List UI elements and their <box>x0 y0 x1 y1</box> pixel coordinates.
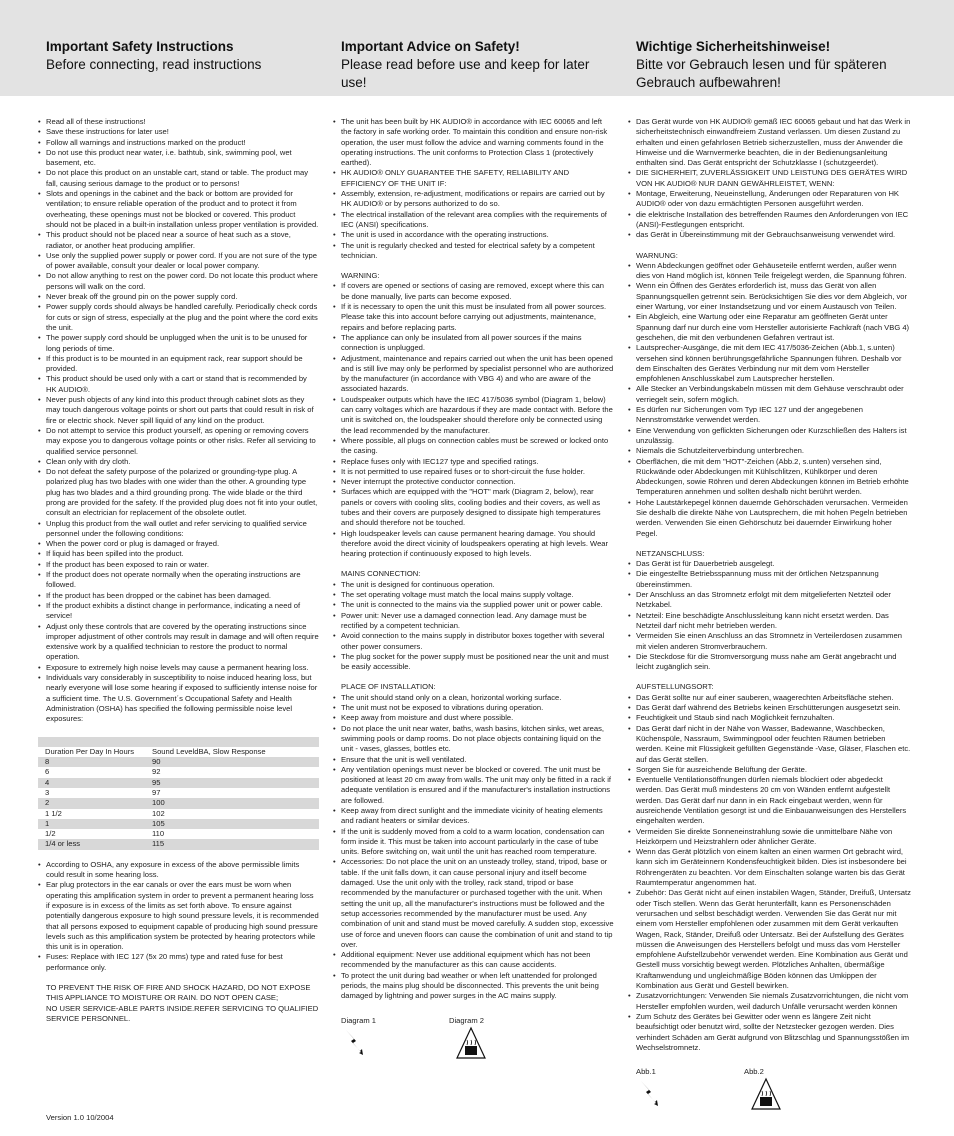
list-item: • Do not use this product near water, i.e. bathtub, sink, swimming pool, wet basement, etc. <box>38 148 319 169</box>
table-row <box>38 788 319 798</box>
header-subtitle: Bitte vor Gebrauch lesen und für späteren Gebrauch aufbewahren! <box>636 57 887 90</box>
table-cell: 115 <box>145 839 319 849</box>
list-item: • Das Gerät ist für Dauerbetrieb ausgelegt. <box>628 559 911 569</box>
header-col1 <box>46 38 316 74</box>
list-item: • The set operating voltage must match the local mains supply voltage. <box>333 590 614 600</box>
list-item: • Fuses: Replace with IEC 127 (5x 20 mms) type and rated fuse for best performance only. <box>38 952 319 973</box>
list-item: • das Gerät in Übereinstimmung mit der Gebrauchsanweisung verwendet wird. <box>628 230 911 240</box>
list-item: • Ensure that the unit is well ventilated. <box>333 755 614 765</box>
list-item: • The unit is designed for continuous operation. <box>333 580 614 590</box>
list-item: • Read all of these instructions! <box>38 117 319 127</box>
table-cell: 1/4 or less <box>38 839 145 849</box>
list-item: • Individuals vary considerably in susceptibility to noise induced hearing loss, but nearly everyone will lose some hearing if exposed to sufficiently intense noise for a sufficient time. The U.S. Government´s Occupational Safety and Health Administration (OSHA) has specified the following permissible noise level exposures: <box>38 673 319 724</box>
list-item: • Eine Verwendung von geflickten Sicherungen oder Kurzschließen des Halters ist unzulässig. <box>628 426 911 447</box>
table-cell: 2 <box>38 798 145 808</box>
header-col3 <box>636 38 926 92</box>
list-item: • This product should be used only with a cart or stand that is recommended by HK AUDIO®. <box>38 374 319 395</box>
column-english-advice <box>333 117 614 1066</box>
list-item: • Exposure to extremely high noise levels may cause a permanent hearing loss. <box>38 663 319 673</box>
list-item: • It is not permitted to use repaired fuses or to short-circuit the fuse holder. <box>333 467 614 477</box>
table-cell: 3 <box>45 788 50 797</box>
hot-surface-icon <box>455 1026 487 1062</box>
list-item: • Power supply cords should always be handled carefully. Periodically check cords for cuts or sign of stress, especially at the plug and the point where the cord exits the unit. <box>38 302 319 333</box>
list-item: • The unit is connected to the mains via the supplied power unit or power cable. <box>333 600 614 610</box>
table-cell: 92 <box>152 767 161 777</box>
list-item: • Do not place the unit near water, baths, wash basins, kitchen sinks, wet areas, swimming pools or damp rooms. Do not place objects containing liquid on the unit - vases, glasses, bottles etc. <box>333 724 614 755</box>
list-item: • According to OSHA, any exposure in excess of the above permissible limits could result in some hearing loss. <box>38 860 319 881</box>
list-item: • Alle Stecker an Verbindungskabeln müssen mit dem Gehäuse verschraubt oder verriegelt sein, sofern möglich. <box>628 384 911 405</box>
header-title: Important Safety Instructions <box>46 39 234 54</box>
table-cell: 4 <box>38 778 145 788</box>
list-item: • The unit must not be exposed to vibrations during operation. <box>333 703 614 713</box>
list-item: • The power supply cord should be unplugged when the unit is to be unused for long periods of time. <box>38 333 319 354</box>
list-item: • Power unit: Never use a damaged connection lead. Any damage must be rectified by a competent technician. <box>333 611 614 632</box>
table-cell: 1/2 <box>45 829 56 839</box>
lightning-bolt-icon <box>343 1026 365 1056</box>
list-item: • To protect the unit during bad weather or when left unattended for prolonged periods, the mains plug should be disconnected. This prevents the unit being damaged by lightning and power surges in the AC mains supply. <box>333 971 614 1002</box>
table-header-row <box>38 747 319 757</box>
warning-caps-line: SERVICE PERSONNEL. <box>46 1013 131 1023</box>
list-item: • If the product has been exposed to rain or water. <box>38 560 319 570</box>
list-item: • Slots and openings in the cabinet and the back or bottom are provided for ventilation; to ensure reliable operation of the product and to protect it from overheating, these openings must not be blocked or covered. This product should not be placed in a built-in installation unless proper ventilation is provided. <box>38 189 319 230</box>
list-item: • Do not place this product on an unstable cart, stand or table. The product may fall, causing serious damage to the product or to persons! <box>38 168 319 189</box>
diagram-labels <box>628 1067 911 1077</box>
list-item: • Replace fuses only with IEC127 type and specified ratings. <box>333 457 614 467</box>
section-heading: PLACE OF INSTALLATION: <box>341 682 436 692</box>
instruction-list <box>38 860 319 973</box>
list-item: • Die eingestellte Betriebsspannung muss mit der örtlichen Netzspannung übereinstimmen. <box>628 569 911 590</box>
section-heading: AUFSTELLUNGSORT: <box>636 682 714 692</box>
list-item: • Netzteil: Eine beschädigte Anschlussleitung kann nicht ersetzt werden. Das Netzteil darf nicht mehr betrieben werden. <box>628 611 911 632</box>
list-item: • Unplug this product from the wall outlet and refer servicing to qualified service personnel under the following conditions: <box>38 519 319 540</box>
list-item: • Niemals die Schutzleiterverbindung unterbrechen. <box>628 446 911 456</box>
installation-list <box>628 693 911 1053</box>
section-heading: WARNUNG: <box>636 250 678 260</box>
header-title: Important Advice on Safety! <box>341 39 520 54</box>
table-cell: 8 <box>38 757 145 767</box>
header-subtitle: Please read before use and keep for later use! <box>341 57 590 90</box>
table-row <box>38 757 319 767</box>
list-item: • Wenn Abdeckungen geöffnet oder Gehäuseteile entfernt werden, außer wenn dies von Hand möglich ist, können Teile freigelegt werden, die Spannung führen. <box>628 261 911 282</box>
list-item: • If the unit is suddenly moved from a cold to a warm location, condensation can form inside it. This must be taken into account particularly in the case of tube units. Before switching on, wait until the unit has reached room temperature. <box>333 827 614 858</box>
lightning-bolt-icon <box>638 1077 660 1107</box>
list-item: • Vermeiden Sie einen Anschluss an das Stromnetz in Verteilerdosen zusammen mit vielen anderen Stromverbrauchern. <box>628 631 911 652</box>
table-cell: 100 <box>145 798 319 808</box>
list-item: • Wenn das Gerät plötzlich von einem kalten an einen warmen Ort gebracht wird, kann sich im Geräteinnern Kondensfeuchtigkeit bilden. Dies ist insbesondere bei Röhrengeräten zu beachten. Vor dem Einschalten solange warten bis das Gerät Raumtemperatur angenommen hat. <box>628 847 911 888</box>
list-item: • HK AUDIO® ONLY GUARANTEE THE SAFETY, RELIABILITY AND EFFICIENCY OF THE UNIT IF: <box>333 168 614 189</box>
column-english-instructions <box>38 117 319 1024</box>
list-item: • If the product has been dropped or the cabinet has been damaged. <box>38 591 319 601</box>
table-row <box>38 839 319 849</box>
table-row <box>38 767 319 777</box>
list-item: • Additional equipment: Never use additional equipment which has not been recommended by the manufacturer as this can cause accidents. <box>333 950 614 971</box>
list-item: • Where possible, all plugs on connection cables must be screwed or locked onto the casing. <box>333 436 614 457</box>
list-item: • If this product is to be mounted in an equipment rack, rear support should be provided. <box>38 354 319 375</box>
warning-caps-block <box>38 983 319 1024</box>
list-item: • When the power cord or plug is damaged or frayed. <box>38 539 319 549</box>
instruction-list <box>38 117 319 725</box>
list-item: • The electrical installation of the relevant area complies with the requirements of IEC (ANSI) specifications. <box>333 210 614 231</box>
list-item: • Das Gerät darf während des Betriebs keinen Erschütterungen ausgesetzt sein. <box>628 703 911 713</box>
version-label: Version 1.0 10/2004 <box>46 1113 114 1122</box>
list-item: • Use only the supplied power supply or power cord. If you are not sure of the type of power available, consult your dealer or local power company. <box>38 251 319 272</box>
diagram-labels <box>333 1016 614 1026</box>
mains-list <box>628 559 911 672</box>
column-german-advice <box>628 117 911 1117</box>
section-heading: NETZANSCHLUSS: <box>636 548 705 558</box>
list-item: • If covers are opened or sections of casing are removed, except where this can be done manually, live parts can become exposed. <box>333 281 614 302</box>
list-item: • Clean only with dry cloth. <box>38 457 319 467</box>
list-item: • Do not allow anything to rest on the power cord. Do not locate this product where persons will walk on the cord. <box>38 271 319 292</box>
list-item: • Das Gerät wurde von HK AUDIO® gemäß IEC 60065 gebaut und hat das Werk in sicherheitstechnisch einwandfreiem Zustand verlassen. Um diesen Zustand zu erhalten und einen gefahrlosen Betrieb sicherzustellen, muss der Anwender die Hinweise und die Warnvermerke beachten, die in der Bedienungsanleitung enthalten sind. Das Gerät entspricht der Schutzklasse I (schutzgeerdet). <box>628 117 911 168</box>
list-item: • Es dürfen nur Sicherungen vom Typ IEC 127 und der angegebenen Nennstromstärke verwendet werden. <box>628 405 911 426</box>
list-item: • Keep away from moisture and dust where possible. <box>333 713 614 723</box>
diagram-icons <box>628 1077 911 1117</box>
list-item: • Wenn ein Öffnen des Gerätes erforderlich ist, muss das Gerät von allen Spannungsquellen getrennt sein. Berücksichtigen Sie dies vor dem Abgleich, vor einer Wartung, vor einer Instandsetzung und vor einem Austausch von Teilen. <box>628 281 911 312</box>
list-item: • Never break off the ground pin on the power supply cord. <box>38 292 319 302</box>
list-item: • Vermeiden Sie direkte Sonneneinstrahlung sowie die unmittelbare Nähe von Heizkörpern und Heizstrahlern oder ähnlicher Geräte. <box>628 827 911 848</box>
warning-caps-line: TO PREVENT THE RISK OF FIRE AND SHOCK HAZARD, DO NOT EXPOSE <box>46 983 311 993</box>
diagram-2-label: Diagram 2 <box>449 1015 485 1025</box>
header-col2 <box>341 38 611 92</box>
table-header-cell: Sound LeveldBA, Slow Response <box>152 746 266 756</box>
list-item: • Oberflächen, die mit dem "HOT"-Zeichen (Abb.2, s.unten) versehen sind, Rückwände oder Abdeckungen mit Kühlschlitzen, Kühlkörper und deren Abdeckungen, sowie Röhren und deren Abdeckungen können im Betrieb erhöhte Temperaturen annehmen und sollten deshalb nicht berührt werden. <box>628 457 911 498</box>
installation-list <box>333 693 614 1002</box>
list-item: • If the product does not operate normally when the operating instructions are followed. <box>38 570 319 591</box>
table-cell: 1 1/2 <box>45 808 62 818</box>
table-cell: 105 <box>145 819 319 829</box>
mains-list <box>333 580 614 673</box>
list-item: • If it is necessary to open the unit this must be insulated from all power sources. Please take this into account before carrying out adjustments, maintenance, repairs and before replacing parts. <box>333 302 614 333</box>
list-item: • Lautsprecher-Ausgänge, die mit dem IEC 417/5036-Zeichen (Abb.1, s.unten) versehen sind können berührungsgefährliche Spannungen führen. Deshalb vor dem Einschalten des Gerätes Verbindung nur mit dem vom Hersteller empfohlenen Anschlusskabel zum Lautsprecher herstellen. <box>628 343 911 384</box>
list-item: • Never push objects of any kind into this product through cabinet slots as they may touch dangerous voltage points or short out parts that could result in risk of fire or electric shock. Never spill liquid of any kind on the product. <box>38 395 319 426</box>
list-item: • DIE SICHERHEIT, ZUVERLÄSSIGKEIT UND LEISTUNG DES GERÄTES WIRD VON HK AUDIO® NUR DANN GEWÄHRLEISTET, WENN: <box>628 168 911 189</box>
list-item: • Ear plug protectors in the ear canals or over the ears must be worn when operating this amplification system in order to prevent a permanent hearing loss if exposure is in excess of the limits as set forth above. To ensure against potentially dangerous exposure to high sound pressure levels, it is recommended that all persons exposed to equipment capable of producing high sound pressure levels such as this amplification system be protected by hearing protectors while this unit is in operation. <box>38 880 319 952</box>
table-cell: 6 <box>45 767 50 777</box>
list-item: • Avoid connection to the mains supply in distributor boxes together with several other power consumers. <box>333 631 614 652</box>
list-item: • Surfaces which are equipped with the "HOT" mark (Diagram 2, below), rear panels or covers with cooling slits, cooling bodies and their covers, as well as tubes and their covers are purposely designed to dissipate high temperatures and should therefore not be touched. <box>333 487 614 528</box>
list-item: • Adjust only these controls that are covered by the operating instructions since improper adjustment of other controls may result in damage and will often require extensive work by a qualified technician to restore the product to normal operation. <box>38 622 319 663</box>
list-item: • The unit should stand only on a clean, horizontal working surface. <box>333 693 614 703</box>
list-item: • Montage, Erweiterung, Neueinstellung, Änderungen oder Reparaturen von HK AUDIO® oder von dazu ermächtigten Personen ausgeführt werden. <box>628 189 911 210</box>
table-row <box>38 829 319 839</box>
list-item: • Hohe Lautstärkepegel können dauernde Gehörschäden verursachen. Vermeiden Sie deshalb die direkte Nähe von Lautsprechern, die mit hohen Pegeln betrieben werden. Verwenden Sie einen Gehörschutz bei dauernder Einwirkung hoher Pegel. <box>628 498 911 539</box>
table-cell: 110 <box>152 829 165 839</box>
table-row <box>38 778 319 788</box>
list-item: • Ein Abgleich, eine Wartung oder eine Reparatur am geöffneten Gerät unter Spannung darf nur durch eine vom Hersteller autorisierte Fachkraft (nach VBG 4) geschehen, die mit den verbundenen Gefahren vertraut ist. <box>628 312 911 343</box>
table-cell: 90 <box>145 757 319 767</box>
list-item: • Zubehör: Das Gerät nicht auf einen instabilen Wagen, Ständer, Dreifuß, Untersatz oder Tisch stellen. Wenn das Gerät herunterfällt, kann es Personenschäden verursachen und selbst beschädigt werden. Verwenden Sie das Gerät nur mit einem vom Hersteller empfohlenen oder zusammen mit dem Gerät verkauften Wagen, Rack, Ständer, Dreifuß oder Untersatz. Bei der Aufstellung des Gerätes müssen die Anweisungen des Herstellers befolgt und muss das vom Hersteller empfohlene Aufstellzubehör verwendet werden. Eine Kombination aus Gerät und Gestell muss vorsichtig bewegt werden. Plötzliches Anhalten, übermäßige Kraftanwendung und ungleichmäßige Böden können das Umkippen der Kombination aus Gerät und Gestell bewirken. <box>628 888 911 991</box>
table-cell: 1 <box>38 819 145 829</box>
list-item: • Eventuelle Ventilationsöffnungen dürfen niemals blockiert oder abgedeckt werden. Das Gerät muß mindestens 20 cm von Wänden entfernt aufgestellt werden. Das Gerät darf nur dann in ein Rack eingebaut werden, wenn für ausreichende Ventilation gesorgt ist und die Einbauanweisungen des Herstellers eingehalten werden. <box>628 775 911 826</box>
warning-list <box>333 281 614 559</box>
table-spacer-row <box>38 737 319 747</box>
list-item: • Zum Schutz des Gerätes bei Gewitter oder wenn es längere Zeit nicht beaufsichtigt oder benutzt wird, sollte der Netzstecker gezogen werden. Dies verhindert Schäden am Gerät aufgrund von Blitzschlag und Spannungsstößen im Wechselstromnetz. <box>628 1012 911 1053</box>
diagram-2-label: Abb.2 <box>744 1067 764 1077</box>
table-header-cell: Duration Per Day In Hours <box>45 746 135 756</box>
table-cell: 97 <box>152 788 161 797</box>
list-item: • This product should not be placed near a source of heat such as a stove, radiator, or another heat producing amplifier. <box>38 230 319 251</box>
list-item: • Der Anschluss an das Stromnetz erfolgt mit dem mitgelieferten Netzteil oder Netzkabel. <box>628 590 911 611</box>
header-title: Wichtige Sicherheitshinweise! <box>636 39 831 54</box>
list-item: • Follow all warnings and instructions marked on the product! <box>38 138 319 148</box>
header-subtitle: Before connecting, read instructions <box>46 57 262 72</box>
list-item: • Do not defeat the safety purpose of the polarized or grounding-type plug. A polarized plug has two blades with one wider than the other. A grounding type plug has two blades and a third grounding prong. The wide blade or the third prong are provided for the safety. If the provided plug does not fit into your outlet, consult an electrician for replacement of the obsolete outlet. <box>38 467 319 518</box>
list-item: • Das Gerät darf nicht in der Nähe von Wasser, Badewanne, Waschbecken, Küchenspüle, Nassraum, Swimmingpool oder feuchten Räumen betrieben werden. Keine mit Flüssigkeit gefüllten Gegenstände -Vase, Gläser, Flaschen etc. auf das Gerät stellen. <box>628 724 911 765</box>
diagram-icons <box>333 1026 614 1066</box>
list-item: • If the product exhibits a distinct change in performance, indicating a need of service! <box>38 601 319 622</box>
list-item: • Adjustment, maintenance and repairs carried out when the unit has been opened and is still live may only be performed by specialist personnel who are authorized by the manufacturer (in accordance with VBG 4) and who are aware of the associated hazards. <box>333 354 614 395</box>
list-item: • Any ventilation openings must never be blocked or covered. The unit must be positioned at least 20 cm away from walls. The unit may only be fitted in a rack if adequate ventilation is ensured and if the manufacturer's installation instructions are followed. <box>333 765 614 806</box>
table-row <box>38 798 319 808</box>
table-row <box>38 819 319 829</box>
list-item: • Sorgen Sie für ausreichende Belüftung der Geräte. <box>628 765 911 775</box>
diagram-1-label: Abb.1 <box>636 1067 656 1077</box>
diagram-1-label: Diagram 1 <box>341 1015 377 1025</box>
list-item: • The appliance can only be insulated from all power sources if the mains connection is unplugged. <box>333 333 614 354</box>
advice-list <box>628 117 911 241</box>
warning-caps-line: THIS APPLIANCE TO MOISTURE OR RAIN. DO NOT OPEN CASE; <box>46 993 279 1003</box>
list-item: • Loudspeaker outputs which have the IEC 417/5036 symbol (Diagram 1, below) can carry voltages which are hazardous if they are made contact with. Before the unit is switched on, the loudspeaker should therefore only be connected using the lead recommended by the manufacturer. <box>333 395 614 436</box>
list-item: • Never interrupt the protective conductor connection. <box>333 477 614 487</box>
table-cell: 102 <box>152 808 165 818</box>
list-item: • Assembly, extension, re-adjustment, modifications or repairs are carried out by HK AUDIO® or by persons authorized to do so. <box>333 189 614 210</box>
list-item: • The unit has been built by HK AUDIO® in accordance with IEC 60065 and left the factory in safe working order. To maintain this condition and ensure non-risk operation, the user must follow the advice and warning comments found in the operating instructions. The unit conforms to Protection Class 1 (protectively earthed). <box>333 117 614 168</box>
list-item: • If liquid has been spilled into the product. <box>38 549 319 559</box>
section-heading: WARNING: <box>341 271 380 281</box>
list-item: • die elektrische Installation des betreffenden Raumes den Anforderungen von IEC (ANSI)-Festlegungen entspricht. <box>628 210 911 231</box>
list-item: • Zusatzvorrichtungen: Verwenden Sie niemals Zusatzvorrichtungen, die nicht vom Hersteller empfohlen wurden, weil dadurch Unfälle verursacht werden können <box>628 991 911 1012</box>
table-row <box>38 809 319 819</box>
list-item: • Feuchtigkeit und Staub sind nach Möglichkeit fernzuhalten. <box>628 713 911 723</box>
list-item: • Do not attempt to service this product yourself, as opening or removing covers may expose you to dangerous voltage points or other risks. Refer all servicing to qualified service personnel. <box>38 426 319 457</box>
list-item: • Save these instructions for later use! <box>38 127 319 137</box>
list-item: • Das Gerät sollte nur auf einer sauberen, waagerechten Arbeitsfläche stehen. <box>628 693 911 703</box>
noise-exposure-table <box>38 737 319 850</box>
list-item: • The unit is used in accordance with the operating instructions. <box>333 230 614 240</box>
advice-list <box>333 117 614 261</box>
list-item: • Accessories: Do not place the unit on an unsteady trolley, stand, tripod, base or table. If the unit falls down, it can cause personal injury and itself become damaged. Use the unit only with the trolley, rack stand, tripod or base recommended by the manufacturer or purchased together with the unit. When setting the unit up, all the manufacturer's instructions must be followed and the setup accessories recommended by the manufacturer must be used. Any combination of unit and stand must be moved carefully. A sudden stop, excessive use of force and uneven floors can cause the combination of unit and stand to tip over. <box>333 857 614 950</box>
list-item: • Keep away from direct sunlight and the immediate vicinity of heating elements and radiant heaters or similar devices. <box>333 806 614 827</box>
list-item: • The unit is regularly checked and tested for electrical safety by a competent technician. <box>333 241 614 262</box>
list-item: • The plug socket for the power supply must be positioned near the unit and must be easily accessible. <box>333 652 614 673</box>
hot-surface-icon <box>750 1077 782 1113</box>
list-item: • Die Steckdose für die Stromversorgung muss nahe am Gerät angebracht und leicht zugänglich sein. <box>628 652 911 673</box>
warning-caps-line: NO USER SERVICE-ABLE PARTS INSIDE.REFER SERVICING TO QUALIFIED <box>46 1003 319 1013</box>
section-heading: MAINS CONNECTION: <box>341 569 421 579</box>
list-item: • High loudspeaker levels can cause permanent hearing damage. You should therefore avoid the direct vicinity of loudspeakers operating at high levels. Wear hearing protection if continuously exposed to high levels. <box>333 529 614 560</box>
warning-list <box>628 261 911 539</box>
table-cell: 95 <box>145 778 319 788</box>
